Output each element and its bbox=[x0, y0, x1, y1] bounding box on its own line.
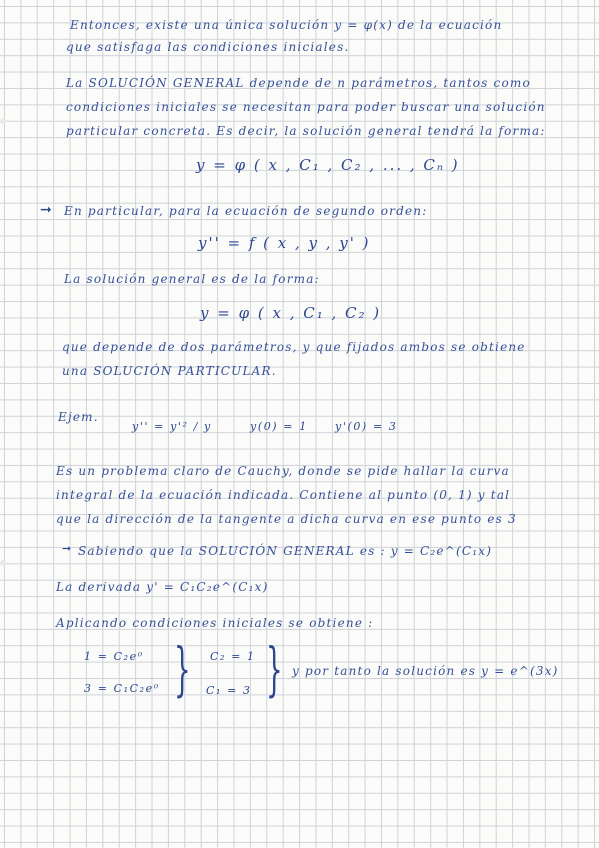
text-line-2: que satisfaga las condiciones iniciales. bbox=[66, 40, 350, 54]
text-line-1: Entonces, existe una única solución y = φ(x) de la ecuación bbox=[70, 18, 503, 32]
general-form-equation: y = φ ( x , C₁ , C₂ , ... , Cₙ ) bbox=[196, 156, 460, 174]
solved-c1: C₁ = 3 bbox=[206, 684, 252, 697]
text-line-17: Es un problema claro de Cauchy, donde se pide hallar la curva bbox=[56, 464, 510, 478]
final-solution-line: y por tanto la solución es y = e^(3x) bbox=[292, 664, 559, 678]
initial-condition-yprime: y'(0) = 3 bbox=[335, 420, 398, 433]
system-eq-2: 3 = C₁C₂e⁰ bbox=[84, 682, 160, 695]
right-arrow-small-icon: ➞ bbox=[62, 542, 72, 555]
text-line-3: La SOLUCIÓN GENERAL depende de n parámetros, tantos como bbox=[66, 76, 531, 90]
second-order-equation: y'' = f ( x , y , y' ) bbox=[198, 234, 371, 252]
text-line-20: Sabiendo que la SOLUCIÓN GENERAL es : y = C₂e^(C₁x) bbox=[78, 544, 493, 558]
margin-hole bbox=[0, 118, 6, 124]
right-brace-2: } bbox=[266, 635, 283, 703]
text-line-18: integral de la ecuación indicada. Contiene al punto (0, 1) y tal bbox=[56, 488, 511, 502]
text-line-4: condiciones iniciales se necesitan para poder buscar una solución bbox=[66, 100, 546, 114]
second-order-general-solution: y = φ ( x , C₁ , C₂ ) bbox=[200, 304, 382, 322]
text-line-22: Aplicando condiciones iniciales se obtiene : bbox=[56, 616, 374, 630]
text-line-19: que la dirección de la tangente a dicha curva en ese punto es 3 bbox=[56, 512, 517, 526]
right-arrow-icon: ➞ bbox=[40, 202, 52, 218]
text-line-12: una SOLUCIÓN PARTICULAR. bbox=[62, 364, 277, 378]
initial-condition-y: y(0) = 1 bbox=[250, 420, 308, 433]
example-label: Ejem. bbox=[58, 410, 99, 424]
system-eq-1: 1 = C₂e⁰ bbox=[84, 650, 144, 663]
text-line-9: La solución general es de la forma: bbox=[64, 272, 320, 286]
solved-c2: C₂ = 1 bbox=[210, 650, 256, 663]
text-line-11: que depende de dos parámetros, y que fijados ambos se obtiene bbox=[62, 340, 526, 354]
example-equation: y'' = y'² / y bbox=[132, 420, 212, 433]
text-line-5: particular concreta. Es decir, la solución general tendrá la forma: bbox=[66, 124, 546, 138]
margin-hole bbox=[0, 560, 6, 566]
text-line-7: En particular, para la ecuación de segundo orden: bbox=[64, 204, 428, 218]
right-brace-1: } bbox=[174, 635, 191, 703]
text-line-21: La derivada y' = C₁C₂e^(C₁x) bbox=[56, 580, 269, 594]
